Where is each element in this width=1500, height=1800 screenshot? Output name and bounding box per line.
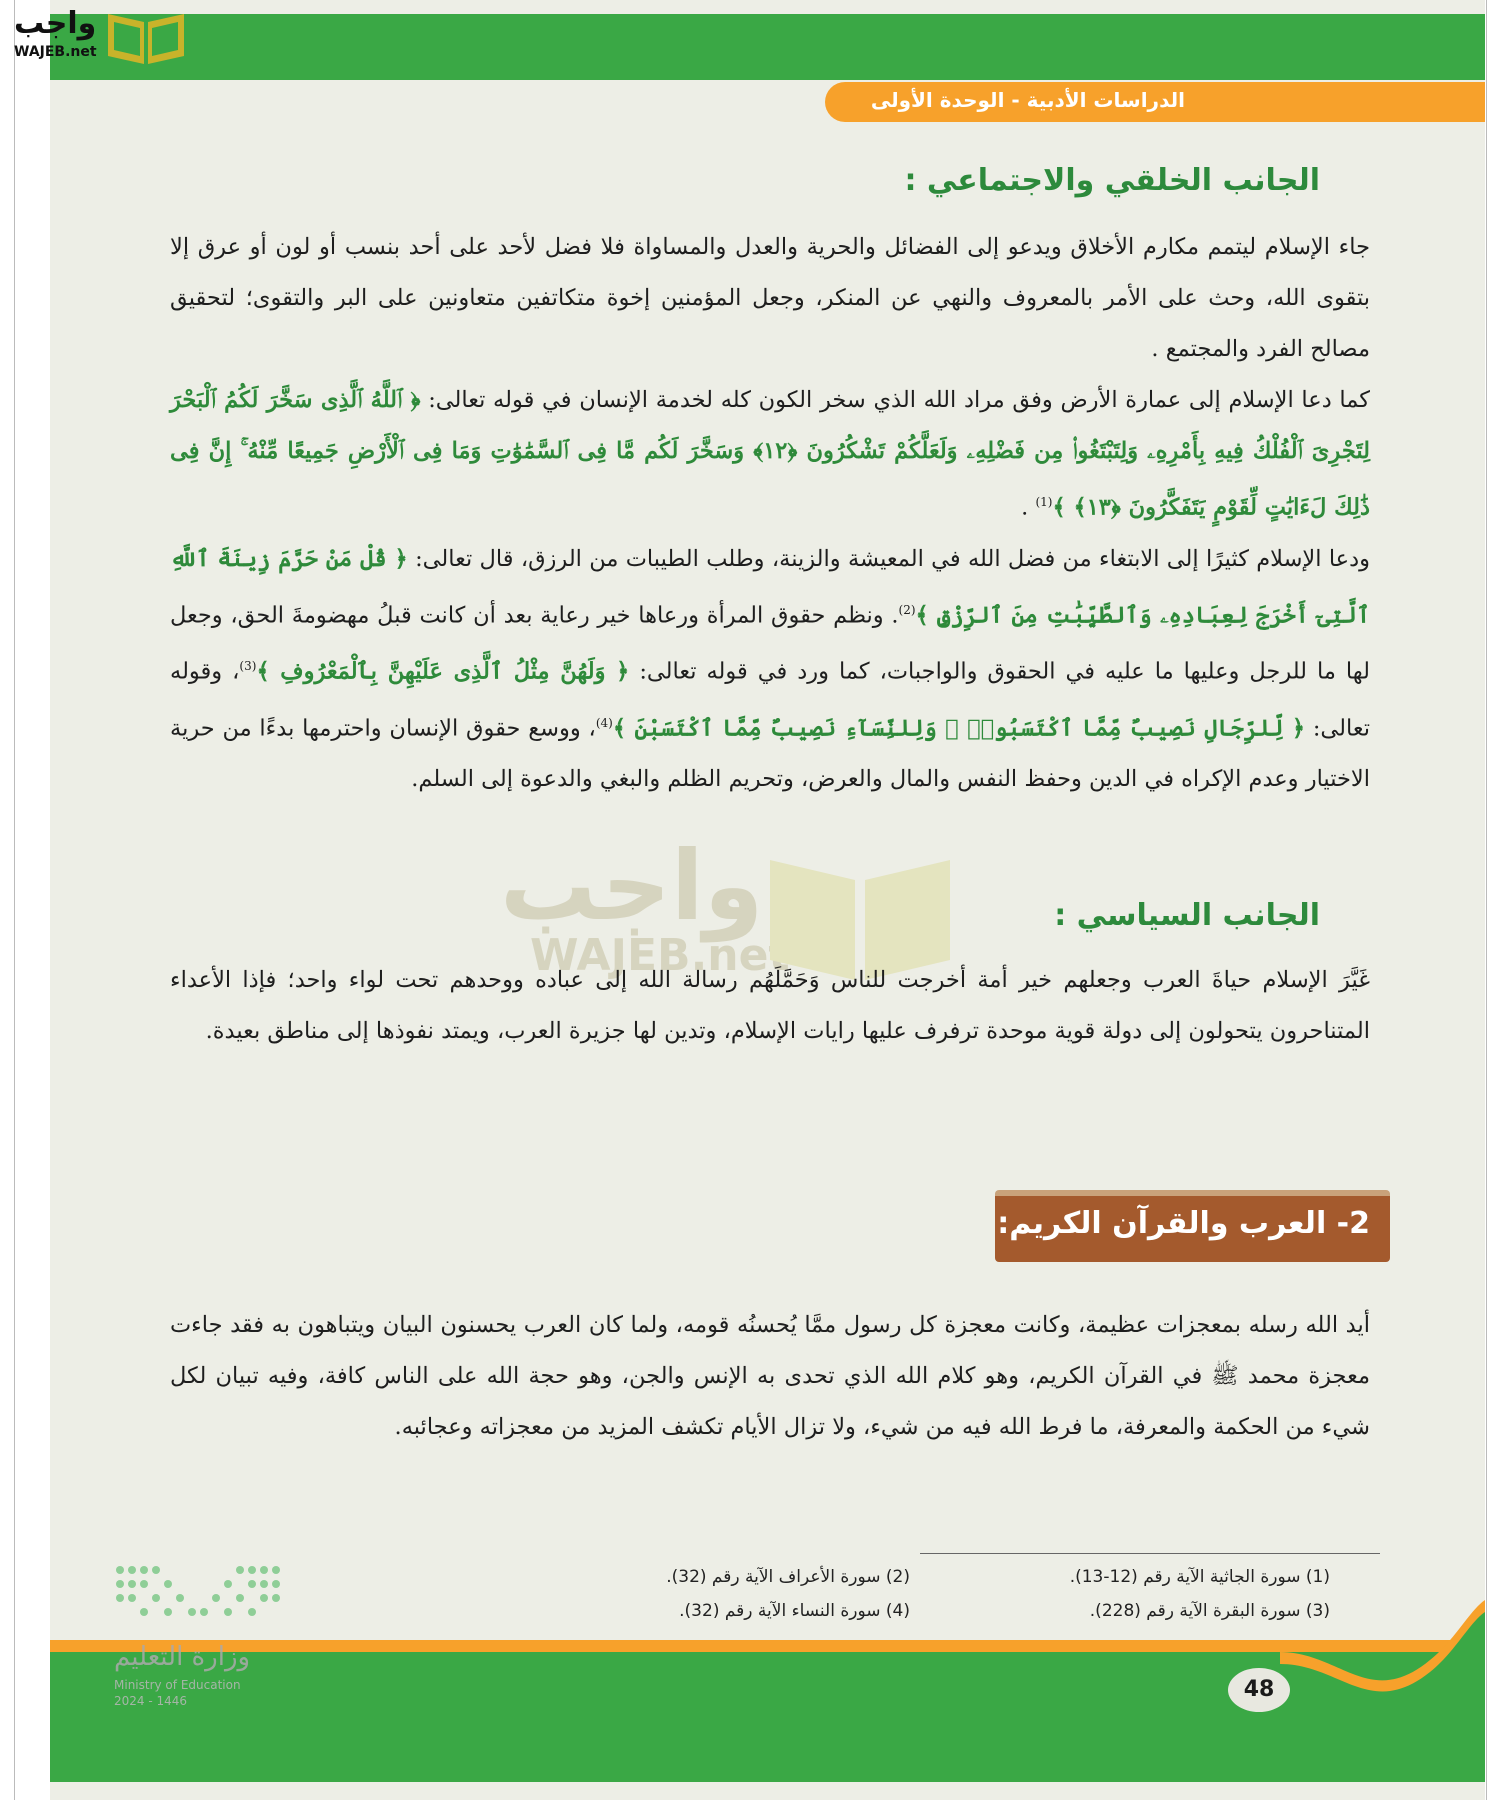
footnote-1: (1) سورة الجاثية الآية رقم (12-13).: [1069, 1567, 1330, 1587]
paragraph-with-verse: [170, 534, 1370, 806]
quran-verse: ﴿ وَلَهُنَّ مِثْلُ ٱلَّذِى عَلَيْهِنَّ بِٱلْمَعْرُوفِ ﴾: [256, 658, 630, 685]
footnote-ref: (2): [898, 602, 916, 617]
footnote-ref: (4): [595, 715, 613, 730]
quran-verse: ﴿ لِّلرِّجَالِ نَصِيبٌ مِّمَّا ٱكْتَسَبُوا۟ ۖ وَلِلنِّسَآءِ نَصِيبٌ مِّمَّا ٱكْتَسَبْنَ ﴾: [612, 715, 1306, 741]
wajeb-logo: [14, 6, 196, 66]
section-arabs-quran: [170, 1300, 1370, 1453]
watermark-text-ar: واجب: [500, 830, 764, 942]
section-moral-social: [170, 222, 1370, 805]
footnote-4: (4) سورة النساء الآية رقم (32).: [679, 1601, 910, 1621]
book-icon: [106, 8, 186, 66]
footnote-divider: [920, 1553, 1380, 1554]
footnote-ref: (1): [1035, 495, 1053, 509]
section-banner: [995, 1190, 1390, 1262]
page-number: 48: [1225, 1665, 1293, 1715]
page-guide-line: [14, 0, 15, 1800]
paragraph: جاء الإسلام ليتمم مكارم الأخلاق ويدعو إلى الفضائل والحرية والعدل والمساواة فلا فضل لأحد على أحد بنسب أو لون أو عرق إلا بتقوى الله، وحث على الأمر بالمعروف والنهي عن المنكر، وجعل المؤمنين إخوة متكاتفين متعاونين على البر والتقوى؛ لتحقيق مصالح الفرد والمجتمع .: [170, 234, 1370, 362]
text: ، ووسع حقوق الإنسان واحترمها بدءًا من حرية الاختيار وعدم الإكراه في الدين وحفظ النفس والمال والعرض، وتحريم الظلم والبغي والدعوة إلى السلم.: [170, 715, 1370, 792]
quran-verse: ﴿ ٱللَّهُ ٱلَّذِى سَخَّرَ لَكُمُ ٱلْبَحْرَ لِتَجْرِىَ ٱلْفُلْكُ فِيهِ بِأَمْرِهِۦ وَلِتَبْتَغُوا۟ مِن فَضْلِهِۦ وَلَعَلَّكُمْ تَشْكُرُونَ ﴿١٢﴾ وَسَخَّرَ لَكُم مَّا فِى ٱلسَّمَٰوَٰتِ وَمَا فِى ٱلْأَرْضِ جَمِيعًا مِّنْهُ ۚ إِنَّ فِى ذَٰلِكَ لَءَايَٰتٍ لِّقَوْمٍ يَتَفَكَّرُونَ ﴿١٣﴾ ﴾: [170, 387, 1370, 521]
paragraph: غَيَّرَ الإسلام حياةَ العرب وجعلهم خير أمة أخرجت للناس وَحَمَّلَهُم رسالة الله إلى عباده ووحدهم تحت لواء واحد؛ فإذا الأعداء المتناحرون يتحولون إلى دولة قوية موحدة ترفرف عليها رايات الإسلام، وتدين لها جزيرة العرب، ويمتد نفوذها إلى مناطق بعيدة.: [170, 967, 1370, 1044]
text: ، وقوله تعالى:: [170, 658, 1371, 741]
paragraph-with-verse: [170, 375, 1370, 534]
text: . ونظم حقوق المرأة ورعاها خير رعاية بعد أن كانت قبلُ مهضومةَ الحق، وجعل لها ما للرجل وعليها ما عليه في الحقوق والواجبات، كما ورد في قوله تعالى:: [170, 602, 1371, 685]
footnote-3: (3) سورة البقرة الآية رقم (228).: [1089, 1601, 1330, 1621]
logo-text-ar: واجب: [14, 6, 97, 41]
header-band: [50, 14, 1485, 80]
footnote-2: (2) سورة الأعراف الآية رقم (32).: [666, 1567, 910, 1587]
page-guide-line: [1486, 0, 1487, 1800]
logo-text-en: WAJEB.net: [14, 44, 97, 60]
text: .: [1021, 494, 1036, 521]
header-tab: [825, 82, 1485, 122]
quran-verse: ﴿ قُلْ مَنْ حَرَّمَ زِينَةَ ٱللَّهِ ٱلَّتِىٓ أَخْرَجَ لِعِبَادِهِۦ وَٱلطَّيِّبَٰتِ مِنَ ٱلرِّزْقِ ﴾: [170, 545, 1371, 628]
paragraph: أيد الله رسله بمعجزات عظيمة، وكانت معجزة كل رسول ممَّا يُحسنُه قومه، ولما كان العرب يحسنون البيان ويتباهون به فقد جاءت معجزة محمد ﷺ في القرآن الكريم، وهو كلام الله الذي تحدى به الإنس والجن، وهو حجة الله على الناس كافة، وفيه تبيان لكل شيء من الحكمة والمعرفة، ما فرط الله فيه من شيء، ولا تزال الأيام تكشف المزيد من معجزاته وعجائبه.: [170, 1312, 1370, 1440]
text: ودعا الإسلام كثيرًا إلى الابتغاء من فضل الله في المعيشة والزينة، وطلب الطيبات من الرزق، قال تعالى:: [407, 545, 1370, 572]
heading-political: الجانب السياسي :: [1054, 898, 1320, 933]
text: كما دعا الإسلام إلى عمارة الأرض وفق مراد الله الذي سخر الكون كله لخدمة الإنسان في قوله تعالى:: [420, 387, 1370, 413]
section-banner-title: 2- العرب والقرآن الكريم:: [997, 1206, 1370, 1241]
ministry-logo: [80, 1560, 280, 1740]
watermark-text-en: WAJEB.net: [530, 930, 790, 981]
section-political: [170, 955, 1370, 1057]
ministry-name-ar: وزارة التعليم: [114, 1642, 251, 1672]
heading-moral-social: الجانب الخلقي والاجتماعي :: [904, 163, 1320, 198]
footnote-ref: (3): [239, 659, 257, 673]
header-title: الدراسات الأدبية - الوحدة الأولى: [870, 88, 1185, 112]
ministry-year: 2024 - 1446: [114, 1694, 188, 1708]
ministry-dots-icon: [110, 1560, 290, 1630]
ministry-name-en: Ministry of Education: [114, 1678, 241, 1692]
book-page: [50, 0, 1485, 1800]
footer-wave: [1280, 1600, 1485, 1720]
